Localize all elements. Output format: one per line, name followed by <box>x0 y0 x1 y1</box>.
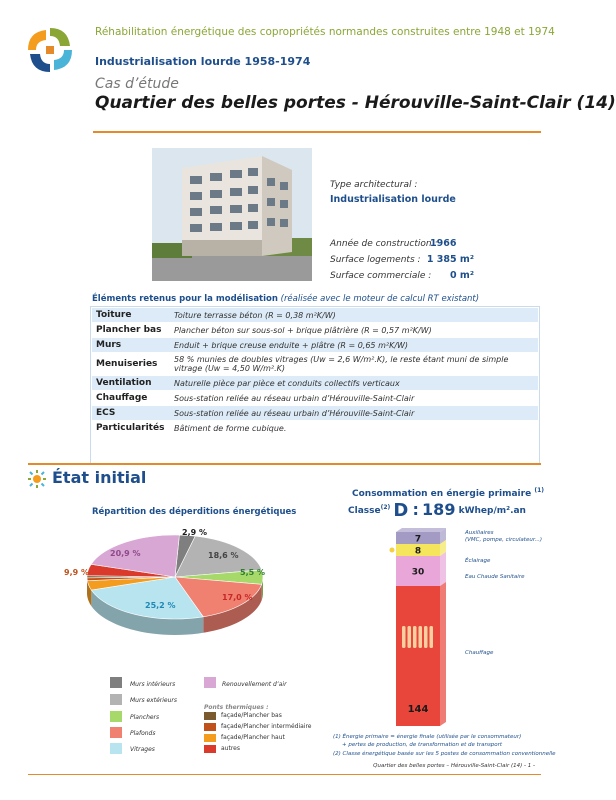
sun-icon <box>28 470 46 488</box>
bar-segment-chauffage-side <box>440 582 446 726</box>
pie-label-plafonds: 17,0 % <box>222 593 253 602</box>
elements-row <box>92 308 538 323</box>
bar-segment-ecs-side <box>440 552 446 586</box>
legend-swatch-vitrages <box>110 743 122 754</box>
elements-row-key: Plancher bas <box>92 323 170 338</box>
legend-swatch-renouvellement <box>204 677 216 688</box>
document-subtitle: Industrialisation lourde 1958-1974 <box>95 55 311 68</box>
elements-row-value: Naturelle pièce par pièce et conduits collectifs verticaux <box>170 376 538 391</box>
legend-vitrages: Vitrages <box>130 746 155 753</box>
energy-class-sup: (2) <box>380 504 391 511</box>
elements-row-key: Ventilation <box>92 376 170 391</box>
elements-row <box>92 406 538 421</box>
energy-class-letter: D <box>393 500 410 521</box>
legend-swatch-planchers <box>110 711 122 722</box>
elements-heading-note: (réalisée avec le moteur de calcul RT existant) <box>280 294 480 304</box>
bar-value-1: 8 <box>414 546 422 557</box>
elements-row-value: Enduit + brique creuse enduite + plâtre (R = 0,65 m²K/W) <box>170 338 538 353</box>
legend-swatch-pt-inter <box>204 723 216 731</box>
pie-label-small: 9,9 % <box>64 568 89 577</box>
legend-swatch-autres <box>204 745 216 753</box>
case-study-label: Cas d’étude <box>95 76 179 92</box>
energy-class-unit: kWhep/m².an <box>458 506 526 516</box>
consumption-stacked-bar <box>390 528 462 738</box>
energy-class <box>348 500 526 521</box>
consumption-title <box>352 487 544 499</box>
bar-value-3: 144 <box>407 704 429 715</box>
surface-commerciale-value: 0 m² <box>450 270 474 281</box>
pie-label-murs-ext: 18,6 % <box>208 551 239 560</box>
document-series-title: Réhabilitation énergétique des copropriétés normandes construites entre 1948 et 1974 <box>95 26 555 38</box>
bar-label-aux: Auxiliaires <box>465 530 494 536</box>
legend-plafonds: Plafonds <box>130 730 156 737</box>
elements-heading <box>92 294 479 304</box>
note-1b: + pertes de production, de transformation et de transport <box>342 742 503 748</box>
legend-renouvellement: Renouvellement d’air <box>222 681 287 688</box>
bar-top-cap <box>396 528 446 532</box>
elements-row-value: 58 % munies de doubles vitrages (Uw = 2,6 W/m².K), le reste étant muni de simple vitrage (Uw = 4,50 W/m².K) <box>170 353 538 376</box>
legend-ponts-swatches <box>204 712 218 756</box>
bar-label-chauffage: Chauffage <box>465 650 494 656</box>
legend-murs-int: Murs intérieurs <box>130 681 176 688</box>
legend-swatch-murs-ext <box>110 694 122 705</box>
bar-label-aux-detail: (VMC, pompe, circulateur...) <box>465 537 542 543</box>
energy-class-label: Classe <box>348 506 381 516</box>
etat-initial-title: État initial <box>52 468 147 487</box>
elements-row-key: ECS <box>92 406 170 421</box>
page-footer: Quartier des belles portes – Hérouville-Saint-Clair (14) - 1 - <box>373 763 535 769</box>
bar-value-0: 7 <box>414 534 422 545</box>
footer-divider <box>28 774 541 775</box>
surface-logements-label: Surface logements : <box>330 255 421 265</box>
consumption-title-text: Consommation en énergie primaire <box>352 489 532 499</box>
legend-ponts-heading: Ponts thermiques : <box>204 704 269 711</box>
lightbulb-icon <box>390 548 395 553</box>
note-2: (2) Classe énergétique basée sur les 5 postes de consommation conventionnelle <box>333 751 556 757</box>
energy-class-value: 189 <box>422 500 456 519</box>
elements-row <box>92 376 538 391</box>
elements-row-key: Chauffage <box>92 391 170 406</box>
bar-label-ecs: Eau Chaude Sanitaire <box>465 574 525 580</box>
pie-label-vitrages: 25,2 % <box>145 601 176 610</box>
legend-swatch-pt-haut <box>204 734 216 742</box>
elements-row-value: Sous-station reliée au réseau urbain d’Hérouville-Saint-Clair <box>170 406 538 421</box>
legend-murs-ext: Murs extérieurs <box>130 697 177 704</box>
note-1a: (1) Énergie primaire = énergie finale (utilisée par le consommateur) <box>333 734 522 740</box>
construction-year-value: 1966 <box>430 238 457 249</box>
surface-commerciale-label: Surface commerciale : <box>330 271 432 281</box>
logo-icon <box>24 24 76 76</box>
elements-row <box>92 391 538 406</box>
legend-swatch-plafonds <box>110 727 122 738</box>
elements-row-value: Bâtiment de forme cubique. <box>170 421 538 436</box>
elements-row-key: Murs <box>92 338 170 353</box>
legend-autres: autres <box>221 745 240 752</box>
elements-row-value: Toiture terrasse béton (R = 0,38 m²K/W) <box>170 308 538 323</box>
page-title: Quartier des belles portes - Hérouville-Saint-Clair (14) <box>95 93 616 113</box>
energy-class-colon: : <box>412 500 419 519</box>
elements-row-key: Menuiseries <box>92 353 170 376</box>
elements-row <box>92 421 538 436</box>
title-divider <box>93 131 541 133</box>
bar-label-eclairage: Éclairage <box>465 558 491 564</box>
legend-pt-bas: façade/Plancher bas <box>221 712 282 719</box>
bar-value-2: 30 <box>411 567 425 578</box>
legend-swatch-pt-bas <box>204 712 216 720</box>
pie-label-renouvellement: 20,9 % <box>110 549 141 558</box>
legend-pt-inter: façade/Plancher intermédiaire <box>221 723 312 730</box>
consumption-title-sup: (1) <box>534 487 544 494</box>
pie-chart-title: Répartition des déperditions énergétiques <box>92 507 297 517</box>
building-photo <box>152 148 312 281</box>
elements-row-value: Plancher béton sur sous-sol + brique plâtrière (R = 0,57 m²K/W) <box>170 323 538 338</box>
elements-row-key: Toiture <box>92 308 170 323</box>
elements-row-key: Particularités <box>92 421 170 436</box>
type-architectural-label: Type architectural : <box>330 180 418 190</box>
elements-row-value: Sous-station reliée au réseau urbain d’Hérouville-Saint-Clair <box>170 391 538 406</box>
elements-row <box>92 338 538 353</box>
section-divider <box>28 463 541 465</box>
construction-year-label: Année de construction : <box>330 239 438 249</box>
type-architectural-value: Industrialisation lourde <box>330 194 456 205</box>
pie-label-planchers: 5,5 % <box>240 568 265 577</box>
legend-swatch-murs-int <box>110 677 122 688</box>
legend-pt-haut: façade/Plancher haut <box>221 734 285 741</box>
elements-table <box>92 308 538 436</box>
deperditions-pie-chart <box>64 522 285 652</box>
surface-logements-value: 1 385 m² <box>426 254 474 265</box>
elements-heading-main: Éléments retenus pour la modélisation <box>92 294 278 304</box>
pie-label-murs-int: 2,9 % <box>182 528 207 537</box>
legend-planchers: Planchers <box>130 714 160 721</box>
elements-row <box>92 323 538 338</box>
elements-row <box>92 353 538 376</box>
